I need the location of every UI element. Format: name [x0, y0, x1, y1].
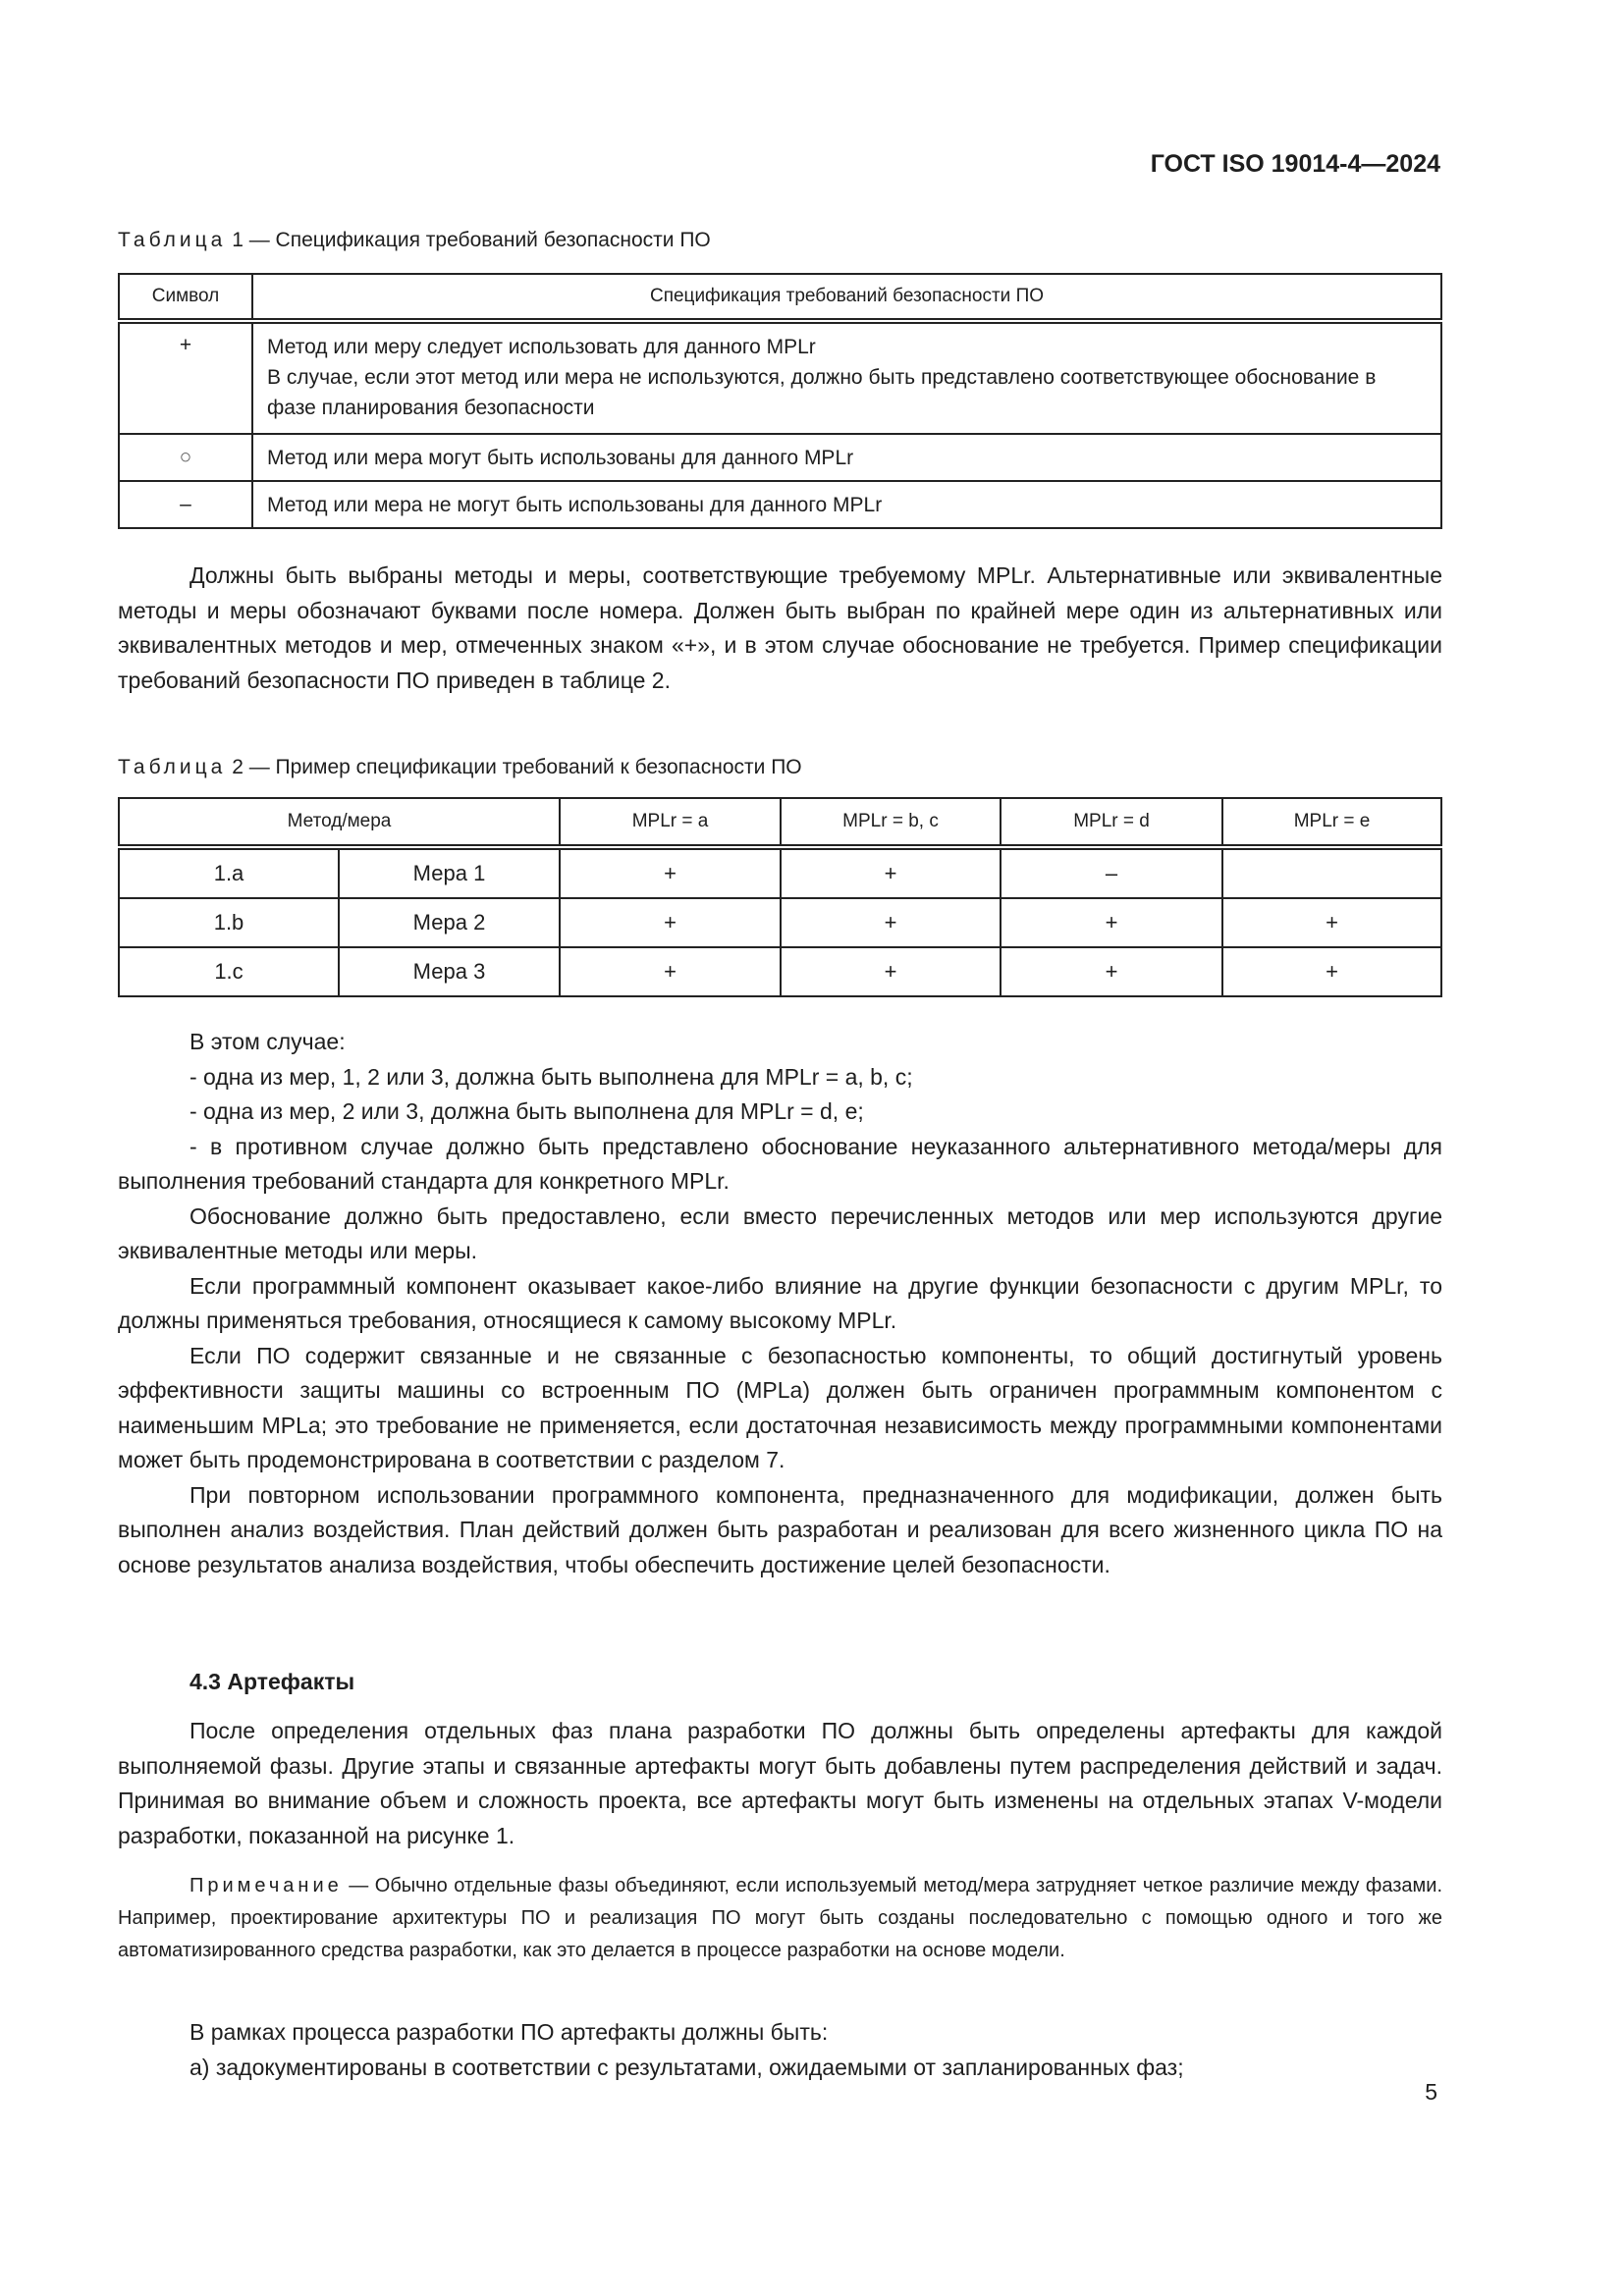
method-id: 1.c — [119, 947, 339, 996]
method-id: 1.a — [119, 847, 339, 898]
table1-caption — [118, 229, 711, 252]
table-row — [119, 481, 1441, 528]
table2-header-mplr-d: MPLr = d — [1001, 798, 1222, 847]
artifacts-paragraph — [118, 1714, 1442, 1853]
section-text-block — [118, 1025, 1442, 1582]
paragraph-text: При повторном использовании программного компонента, предназначенного для модификации, должен быть выполнен анализ воздействия. План действий должен быть разработан и реализован для всего жизненного цикла ПО на основе результатов анализа воздействия, чтобы обеспечить достижение целей безопасности. — [118, 1481, 1442, 1577]
cell-mplr-d: – — [1001, 847, 1222, 898]
section-heading-4-3: 4.3 Артефакты — [189, 1669, 355, 1694]
note-body: — Обычно отдельные фазы объединяют, если используемый метод/мера затрудняет четкое различие между фазами. Например, проектирование архитектуры ПО и реализация ПО могут быть созданы последовательно с помощью одного и того же автоматизированного средства разработки, как это делается в процессе разработки на основе модели. — [118, 1875, 1442, 1961]
measure-name: Мера 1 — [339, 847, 560, 898]
table1-header-spec: Спецификация требований безопасности ПО — [252, 274, 1441, 321]
table-row — [119, 847, 1441, 898]
paragraph-text: Если ПО содержит связанные и не связанные с безопасностью компоненты, то общий достигнутый уровень эффективности защиты машины со встроенным ПО (MPLa) должен быть ограничен программным компонентом с наименьшим MPLa; это требование не применяется, если достаточная независимость между программными компонентами может быть продемонстрирована в соответствии с разделом 7. — [118, 1342, 1442, 1472]
spec-line: В случае, если этот метод или мера не используются, должно быть представлено соответствующее обоснование в фазе планирования безопасности — [267, 366, 1377, 419]
cell-mplr-a: + — [560, 847, 781, 898]
document-id-header: ГОСТ ISO 19014-4—2024 — [1150, 150, 1440, 178]
table1-header-symbol: Символ — [119, 274, 252, 321]
table2-caption — [118, 756, 802, 779]
page-number: 5 — [1425, 2079, 1437, 2105]
table-row — [119, 321, 1441, 434]
paragraph-method-selection — [118, 559, 1442, 698]
table2-header-mplr-e: MPLr = e — [1222, 798, 1441, 847]
table2-spec-example — [118, 797, 1442, 997]
list-item: - в противном случае должно быть представлено обоснование неуказанного альтернативного метода/меры для выполнения требований стандарта для конкретного MPLr. — [118, 1133, 1442, 1194]
cell-mplr-e: + — [1222, 947, 1441, 996]
symbol-plus: + — [119, 321, 252, 434]
paragraph-text: В рамках процесса разработки ПО артефакты должны быть: — [189, 2019, 829, 2045]
artifacts-list — [118, 2015, 1442, 2085]
paragraph-text: Обоснование должно быть предоставлено, если вместо перечисленных методов или мер используются другие эквивалентные методы или меры. — [118, 1202, 1442, 1263]
note-block — [118, 1870, 1442, 1967]
method-id: 1.b — [119, 898, 339, 947]
cell-mplr-bc: + — [781, 947, 1001, 996]
list-item: а) задокументированы в соответствии с результатами, ожидаемыми от запланированных фаз; — [189, 2054, 1184, 2080]
spec-text: Метод или мера могут быть использованы для данного MPLr — [252, 434, 1441, 481]
cell-mplr-e — [1222, 847, 1441, 898]
cell-mplr-e: + — [1222, 898, 1441, 947]
table2-header-mplr-a: MPLr = a — [560, 798, 781, 847]
table2-header-mplr-bc: MPLr = b, c — [781, 798, 1001, 847]
table1-safety-requirements-spec — [118, 273, 1442, 529]
intro-line: В этом случае: — [189, 1029, 346, 1054]
symbol-circle: ○ — [119, 434, 252, 481]
cell-mplr-a: + — [560, 947, 781, 996]
cell-mplr-bc: + — [781, 847, 1001, 898]
measure-name: Мера 2 — [339, 898, 560, 947]
paragraph-text: Если программный компонент оказывает какое-либо влияние на другие функции безопасности с другим MPLr, то должны применяться требования, относящиеся к самому высокому MPLr. — [118, 1272, 1442, 1333]
table2-caption-text: 2 — Пример спецификации требований к безопасности ПО — [232, 756, 802, 778]
cell-mplr-d: + — [1001, 898, 1222, 947]
note-text — [118, 1870, 1442, 1967]
list-item: - одна из мер, 2 или 3, должна быть выполнена для MPLr = d, e; — [189, 1098, 864, 1124]
paragraph-text: После определения отдельных фаз плана разработки ПО должны быть определены артефакты для каждой выполняемой фазы. Другие этапы и связанные артефакты могут быть добавлены путем распределения действий и задач. Принимая во внимание объем и сложность проекта, все артефакты могут быть изменены на отдельных этапах V-модели разработки, показанной на рисунке 1. — [118, 1718, 1442, 1848]
table1-caption-text: 1 — Спецификация требований безопасности ПО — [232, 229, 711, 251]
spec-text: Метод или мера не могут быть использованы для данного MPLr — [252, 481, 1441, 528]
table-row — [119, 947, 1441, 996]
table1-caption-prefix: Таблица — [118, 229, 227, 251]
cell-mplr-bc: + — [781, 898, 1001, 947]
cell-mplr-a: + — [560, 898, 781, 947]
spec-text — [252, 321, 1441, 434]
paragraph-text: Должны быть выбраны методы и меры, соответствующие требуемому MPLr. Альтернативные или эквивалентные методы и меры обозначают буквами после номера. Должен быть выбран по крайней мере один из альтернативных или эквивалентных методов и мер, отмеченных знаком «+», и в этом случае обоснование не требуется. Пример спецификации требований безопасности ПО приведен в таблице 2. — [118, 562, 1442, 693]
note-label: Примечание — [189, 1875, 343, 1896]
table-row — [119, 434, 1441, 481]
list-item: - одна из мер, 1, 2 или 3, должна быть выполнена для MPLr = a, b, c; — [189, 1063, 913, 1090]
table2-caption-prefix: Таблица — [118, 756, 227, 778]
table2-header-method: Метод/мера — [119, 798, 560, 847]
spec-line: Метод или меру следует использовать для данного MPLr — [267, 336, 816, 358]
measure-name: Мера 3 — [339, 947, 560, 996]
symbol-dash: – — [119, 481, 252, 528]
cell-mplr-d: + — [1001, 947, 1222, 996]
table-row — [119, 898, 1441, 947]
